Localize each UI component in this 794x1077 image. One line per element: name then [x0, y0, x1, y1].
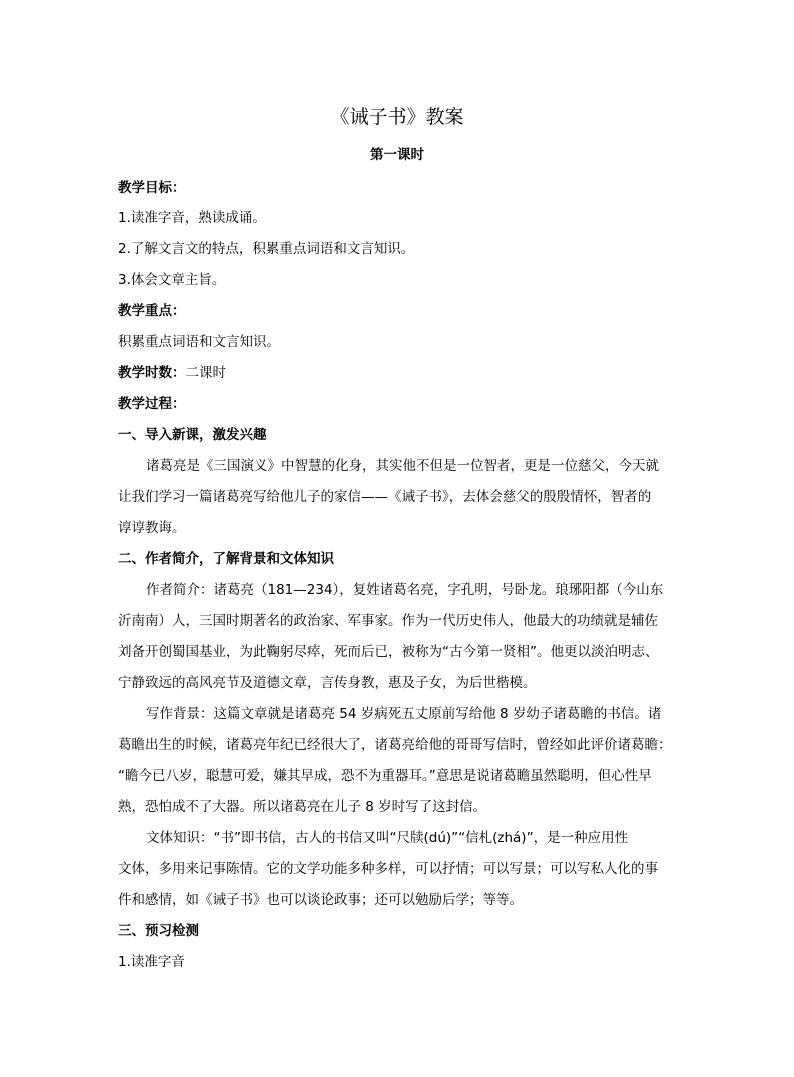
paragraph-line: 熟，恐怕成不了大器。所以诸葛亮在儿子 8 岁时写了这封信。: [118, 799, 487, 815]
document-subtitle: 第一课时: [370, 147, 424, 163]
teaching-hours-label: 教学时数：: [118, 365, 186, 381]
section-heading-2: 二、作者简介，了解背景和文体知识: [118, 551, 334, 567]
paragraph-line: 宁静致远的高风亮节及道德文章，言传身教，惠及子女，为后世楷模。: [118, 675, 537, 691]
heading-key-points: 教学重点：: [118, 303, 186, 319]
section-heading-1: 一、导入新课，激发兴趣: [118, 427, 267, 443]
paragraph-line: 沂南南）人，三国时期著名的政治家、军事家。作为一代历史伟人，他最大的功绩就是辅佐: [118, 613, 658, 629]
teaching-hours-value: 二课时: [185, 365, 226, 381]
paragraph-line: 写作背景：这篇文章就是诸葛亮 54 岁病死五丈原前写给他 8 岁幼子诸葛瞻的书信。诸: [146, 706, 662, 722]
goal-item-3: 3.体会文章主旨。: [118, 272, 226, 288]
teaching-hours-line: [118, 363, 678, 383]
heading-teaching-goals: 教学目标：: [118, 180, 186, 196]
document-title: 《诫子书》教案: [330, 106, 464, 128]
heading-teaching-process: 教学过程：: [118, 396, 186, 412]
preview-item-1: 1.读准字音: [118, 954, 185, 970]
paragraph-line: 作者简介：诸葛亮（181—234），复姓诸葛名亮，字孔明，号卧龙。琅琊阳都（今山东: [146, 582, 664, 598]
paragraph-line: 葛瞻出生的时候，诸葛亮年纪已经很大了，诸葛亮给他的哥哥写信时，曾经如此评价诸葛瞻：: [118, 737, 672, 753]
section-heading-3: 三、预习检测: [118, 923, 199, 939]
paragraph-line: 件和感情，如《诫子书》也可以谈论政事；还可以勉励后学；等等。: [118, 892, 523, 908]
key-points-text: 积累重点词语和文言知识。: [118, 334, 280, 350]
goal-item-2: 2.了解文言文的特点，积累重点词语和文言知识。: [118, 241, 415, 257]
paragraph-line: 文体，多用来记事陈情。它的文学功能多种多样，可以抒情；可以写景；可以写私人化的事: [118, 861, 658, 877]
paragraph-line: 诸葛亮是《三国演义》中智慧的化身，其实他不但是一位智者，更是一位慈父，今天就: [146, 458, 659, 474]
paragraph-line: 谆谆教诲。: [118, 520, 186, 536]
paragraph-line: 文体知识：“书”即书信，古人的书信又叫“尺牍(dú)”“信札(zhá)”，是一种应用性: [146, 830, 629, 846]
goal-item-1: 1.读准字音，熟读成诵。: [118, 210, 266, 226]
paragraph-line: 刘备开创蜀国基业，为此鞠躬尽瘁，死而后已，被称为“古今第一贤相”。他更以淡泊明志、: [118, 644, 659, 660]
paragraph-line: “瞻今已八岁，聪慧可爱，嫌其早成，恐不为重器耳。”意思是说诸葛瞻虽然聪明，但心性早: [118, 768, 652, 784]
paragraph-line: 让我们学习一篇诸葛亮写给他儿子的家信——《诫子书》，去体会慈父的殷殷情怀，智者的: [118, 489, 652, 505]
